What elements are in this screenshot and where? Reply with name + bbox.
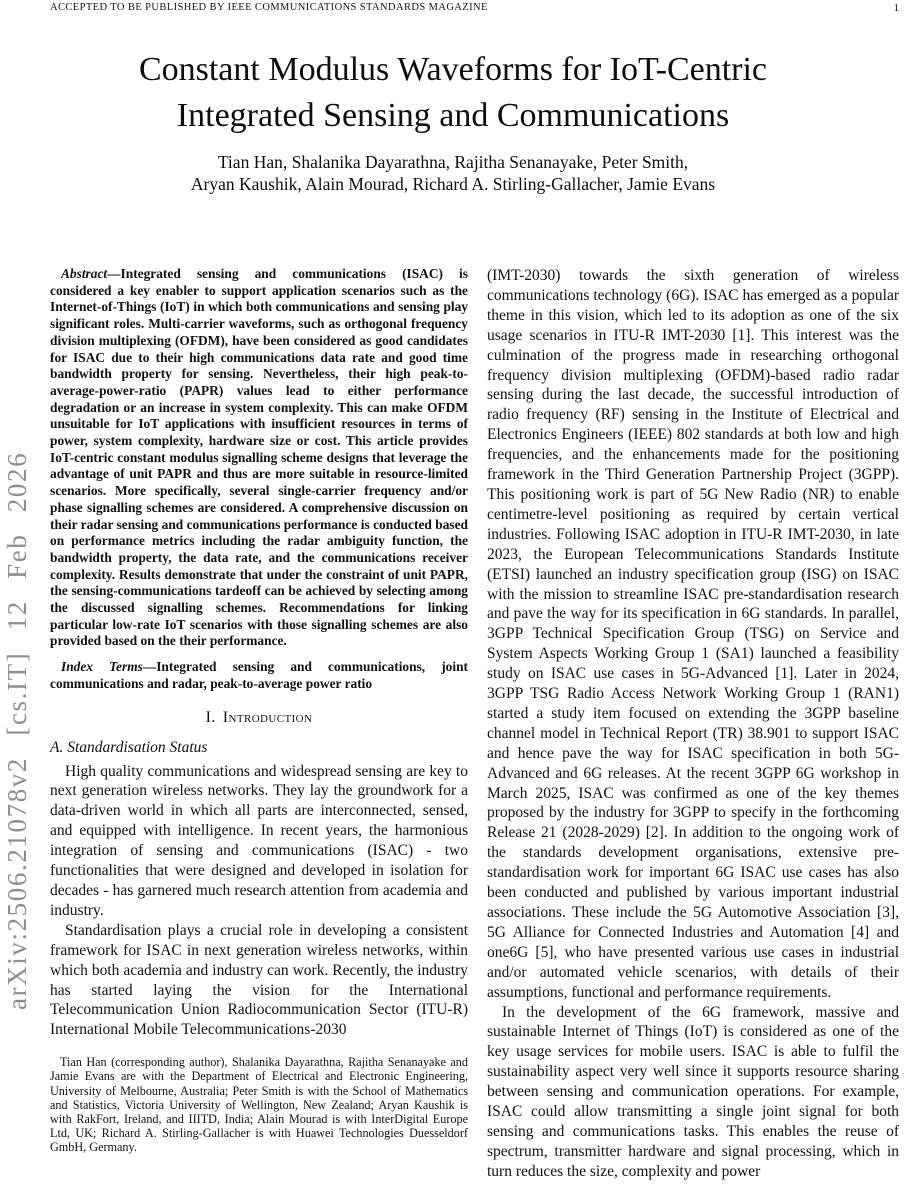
intro-paragraph-2: Standardisation plays a crucial role in developing a consistent framework for ISAC in next generation wireless networks, within which both academia and industry can work. Recently, the industry has started laying the vision for the International Telecommunication Union Radiocommunication Sector (ITU-R) International Mobile Telecommunications-2030 (50, 921, 468, 1039)
section-heading-introduction (50, 709, 468, 727)
column-left (50, 266, 468, 1167)
running-header (50, 2, 899, 14)
abstract-text: —Integrated sensing and communications (ISAC) is considered a key enabler to support application scenarios such as the Internet-of-Things (IoT) in which both communications and sensing play significant roles. Multi-carrier waveforms, such as orthogonal frequency division multiplexing (OFDM), have been considered as good candidates for ISAC due to their high communications data rate and good time bandwidth property for sensing. Nevertheless, their high peak-to-average-power-ratio (PAPR) values lead to either performance degradation or an increase in system complexity. This can make OFDM unsuitable for IoT applications with insufficient resources in terms of power, system complexity, hardware size or cost. This article provides IoT-centric constant modulus signalling scheme designs that leverage the advantage of unit PAPR and thus are more suitable in resource-limited scenarios. More specifically, several single-carrier frequency and/or phase signalling schemes are considered. A comprehensive discussion on their radar sensing and communications performance is conducted based on performance metrics including the radar ambiguity function, the bandwidth property, the data rate, and the communications receiver complexity. Results demonstrate that under the constraint of unit PAPR, the sensing-communications tardeoff can be achieved by selecting among the discussed signalling schemes. Recommendations for linking particular low-rate IoT scenarios with those signalling schemes are also provided based on the their performance. (50, 266, 468, 649)
section-number: I. (205, 708, 216, 726)
running-header-text: ACCEPTED TO BE PUBLISHED BY IEEE COMMUNICATIONS STANDARDS MAGAZINE (50, 2, 488, 13)
author-affiliation-footnote: Tian Han (corresponding author), Shalanika Dayarathna, Rajitha Senanayake and Jamie Evans are with the Department of Electrical and Electronic Engineering, University of Melbourne, Australia; Peter Smith is with the School of Mathematics and Statistics, Victoria University of Wellington, New Zealand; Aryan Kaushik is with RakFort, Ireland, and IIITD, India; Alain Mourad is with InterDigital Europe Ltd, UK; Richard A. Stirling-Gallacher is with Huawei Technologies Duesseldorf GmbH, Germany. (50, 1055, 468, 1155)
page-number: 1 (893, 2, 899, 14)
abstract (50, 266, 468, 650)
index-terms-label: Index Terms (61, 659, 143, 675)
section-title: Introduction (222, 708, 313, 726)
column-right (487, 266, 899, 1182)
intro-paragraph-1: High quality communications and widespread sensing are key to next generation wireless networks. They lay the groundwork for a data-driven world in which all parts are interconnected, sensed, and equipped with intelligence. In recent years, the harmonious integration of sensing and communications (ISAC) - two functionalities that were designed and developed in isolation for decades - has garnered much research attention from academia and industry. (50, 762, 468, 919)
abstract-label: Abstract (61, 266, 108, 281)
paper-title-line-2: Integrated Sensing and Communications (176, 97, 730, 134)
right-column-paragraph-2: In the development of the 6G framework, massive and sustainable Internet of Things (IoT) is considered as one of the key usage services for mobile users. ISAC is able to fulfil the sustainability aspect very well since it supports resource sharing between sensing and communication operations. For example, ISAC could allow transmitting a single joint signal for both sensing and communications tasks. This enables the reuse of spectrum, transmitter hardware and signal processing, which in turn reduces the size, complexity and power (487, 1003, 899, 1180)
paper-title (0, 47, 906, 139)
paper-title-line-1: Constant Modulus Waveforms for IoT-Centric (138, 51, 768, 88)
author-list (0, 151, 906, 195)
author-line-2: Aryan Kaushik, Alain Mourad, Richard A. Stirling-Gallacher, Jamie Evans (190, 174, 716, 194)
index-terms (50, 659, 468, 692)
subsection-heading-standardisation-status: A. Standardisation Status (50, 738, 208, 756)
author-line-1: Tian Han, Shalanika Dayarathna, Rajitha Senanayake, Peter Smith, (217, 152, 689, 172)
right-column-paragraph-1: (IMT-2030) towards the sixth generation of wireless communications technology (6G). ISAC has emerged as a popular theme in this vision, which led to its adoption as one of the six usage scenarios in ITU-R IMT-2030 [1]. This interest was the culmination of the progress made in researching orthogonal frequency division multiplexing (OFDM)-based radio radar sensing during the last decade, the successful introduction of radio frequency (RF) sensing in the Institute of Electrical and Electronics Engineers (IEEE) 802 standards at both low and high frequencies, and the enhancements made for the positioning framework in the Third Generation Partnership Project (3GPP). This positioning work is part of 5G New Radio (NR) to enable centimetre-level positioning as required by certain vertical industries. Following ISAC adoption in ITU-R IMT-2030, in late 2023, the European Telecommunications Standards Institute (ETSI) launched an industry specification group (ISG) on ISAC with the mission to streamline ISAC pre-standardisation research and pave the way for its specification in 6G standards. In parallel, 3GPP Technical Specification Group (TSG) on Service and System Aspects Working Group 1 (SA1) launched a feasibility study on ISAC use cases in 5G-Advanced [1]. Later in 2024, 3GPP TSG Radio Access Network Working Group 1 (RAN1) started a study item focused on extending the 3GPP baseline channel model in Technical Report (TR) 38.901 to support ISAC and hence pave the way for ISAC specification in both 5G-Advanced and 6G releases. At the recent 3GPP 6G workshop in March 2025, ISAC was confirmed as one of the key themes proposed by the industry for 3GPP to specify in the forthcoming Release 21 (2028-2029) [2]. In addition to the ongoing work of the standards development organisations, extensive pre-standardisation work for important 6G ISAC use cases has also been conducted and published by various important industrial associations. These include the 5G Automotive Association [3], 5G Alliance for Connected Industries and Automation [4] and one6G [5], who have presented various use cases in industrial and/or automated vehicle scenarios, with details of their assumptions, functional and performance requirements. (487, 267, 899, 1001)
index-terms-text: —Integrated sensing and communications, joint communications and radar, peak-to-average power ratio (50, 659, 468, 691)
arxiv-stamp: arXiv:2506.21078v2 [cs.IT] 12 Feb 2026 (2, 451, 32, 1010)
